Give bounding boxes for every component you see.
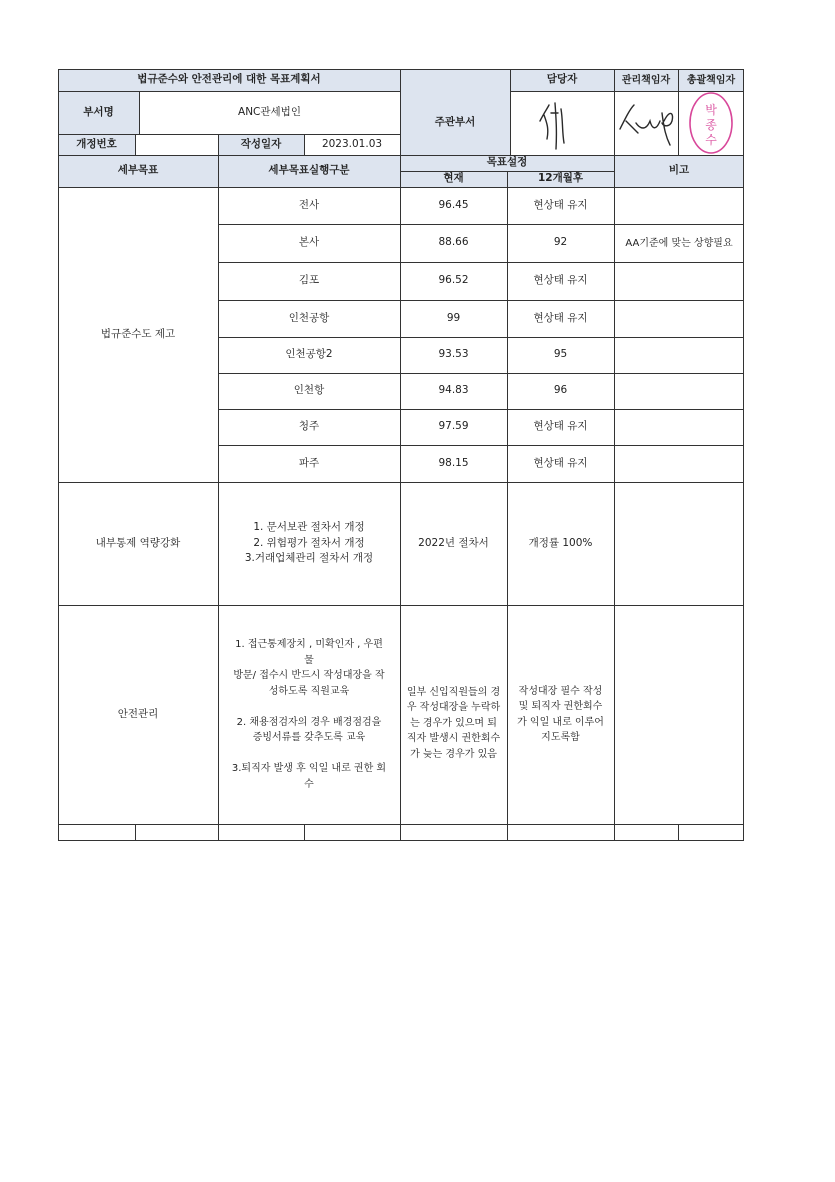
action-line: 수: [304, 778, 314, 790]
current-cell: 2022년 절차서: [418, 536, 489, 549]
signature-manager: [620, 105, 673, 145]
detail-goal-header: 세부목표: [117, 164, 159, 177]
current-cell: 88.66: [438, 236, 469, 249]
current-cell: 93.53: [438, 348, 469, 361]
goal-plan-document: [58, 69, 744, 841]
date-value: 2023.01.03: [321, 137, 383, 150]
manager-label: 관리책임자: [621, 74, 671, 86]
remark-cell: [614, 605, 744, 824]
division-cell: 김포: [298, 274, 320, 287]
revision-value: [135, 134, 218, 155]
target-cell: 현상태 유지: [533, 311, 588, 324]
target-cell: 현상태 유지: [533, 456, 588, 469]
signature-person-in-charge: [540, 103, 564, 149]
remarks-header: 비고: [668, 164, 690, 177]
remark-cell: [614, 445, 744, 482]
current-cell: 96.45: [438, 198, 469, 211]
svg-text:수: 수: [705, 133, 717, 147]
current-cell: 98.15: [438, 456, 469, 469]
action-line: 증빙서류를 갖추도록 교육: [252, 732, 366, 743]
current-line: 직자 발생시 권한회수: [406, 733, 501, 745]
internal-control-actions: [218, 482, 400, 605]
target-line: 작성대장 필수 작성: [518, 685, 603, 697]
remark-cell: [614, 482, 744, 605]
revision-label: 개정번호: [76, 137, 117, 150]
target-cell: 개정률 100%: [528, 536, 593, 549]
remark-cell: [614, 373, 744, 409]
remark-cell: AA기준에 맞는 상향필요: [625, 237, 733, 249]
remark-cell: [614, 262, 744, 300]
target-line: 및 퇴직자 권한회수: [518, 701, 603, 712]
action-line: 2. 채용점검자의 경우 배경점검을: [236, 716, 382, 728]
target-cell: 96: [553, 384, 568, 397]
action-line: 성하도록 직원교육: [268, 685, 350, 697]
division-cell: 파주: [298, 456, 320, 469]
action-line: 1. 문서보관 절차서 개정: [253, 520, 365, 533]
remark-cell: [614, 337, 744, 373]
goal-internal-control: 내부통제 역량강화: [95, 536, 181, 549]
current-line: 일부 신입직원들의 경: [406, 686, 501, 698]
current-cell: 97.59: [438, 420, 469, 433]
dept-value: ANC관세법인: [238, 105, 301, 118]
date-label: 작성일자: [240, 137, 282, 150]
detail-action-header: 세부목표실행구분: [268, 164, 350, 177]
current-cell: 96.52: [438, 274, 469, 287]
remark-cell: [614, 300, 744, 337]
current-line: 가 늦는 경우가 있음: [410, 748, 497, 760]
action-line: 1. 접근통제장치 , 미확인자 , 우편: [235, 639, 383, 650]
action-line: [307, 699, 310, 715]
division-cell: 인천공항: [288, 311, 330, 324]
target-cell: 92: [553, 236, 568, 249]
action-line: 3.퇴직자 발생 후 익일 내로 권한 회: [231, 763, 387, 774]
target-cell: 현상태 유지: [533, 420, 588, 433]
division-cell: 전사: [298, 198, 320, 211]
svg-text:종: 종: [705, 118, 717, 132]
division-cell: 인천항: [293, 384, 325, 397]
target-line: 지도록함: [541, 732, 580, 743]
target-cell: 현상태 유지: [533, 198, 588, 211]
safety-actions: [218, 605, 400, 824]
action-line: 3.거래업체관리 절차서 개정: [244, 552, 374, 565]
target-cell: 95: [553, 348, 568, 361]
supervising-dept-label: 주관부서: [434, 116, 476, 129]
safety-target: [507, 605, 614, 824]
goal-safety: 안전관리: [117, 707, 159, 720]
target-setting-header: 목표설정: [486, 156, 528, 169]
svg-text:박: 박: [705, 103, 717, 117]
safety-current: [400, 605, 507, 824]
remark-cell: [614, 187, 744, 224]
action-line: 물: [304, 654, 314, 666]
seal-stamp: [690, 93, 732, 153]
current-line: 우 작성대장을 누락하: [406, 702, 501, 714]
person-in-charge-label: 담당자: [546, 73, 578, 86]
current-line: 는 경우가 있으며 퇴: [410, 717, 497, 729]
goal-compliance: 법규준수도 제고: [100, 327, 176, 340]
division-cell: 청주: [298, 420, 320, 433]
current-cell: 99: [446, 311, 461, 324]
action-line: 방문/ 접수시 반드시 작성대장을 작: [233, 670, 385, 681]
division-cell: 인천공항2: [285, 348, 333, 361]
current-cell: 94.83: [438, 384, 469, 397]
action-line: [307, 746, 310, 762]
remark-cell: [614, 409, 744, 445]
current-header: 현재: [443, 172, 464, 185]
action-line: 2. 위험평가 절차서 개정: [253, 536, 365, 549]
target-line: 가 익일 내로 이루어: [517, 716, 604, 728]
after-12-months-header: 12개월후: [537, 172, 584, 185]
division-cell: 본사: [298, 236, 320, 249]
target-cell: 현상태 유지: [533, 274, 588, 287]
document-title: 법규준수와 안전관리에 대한 목표계획서: [137, 73, 321, 86]
dept-label: 부서명: [83, 105, 114, 118]
general-manager-label: 총괄책임자: [686, 74, 736, 86]
